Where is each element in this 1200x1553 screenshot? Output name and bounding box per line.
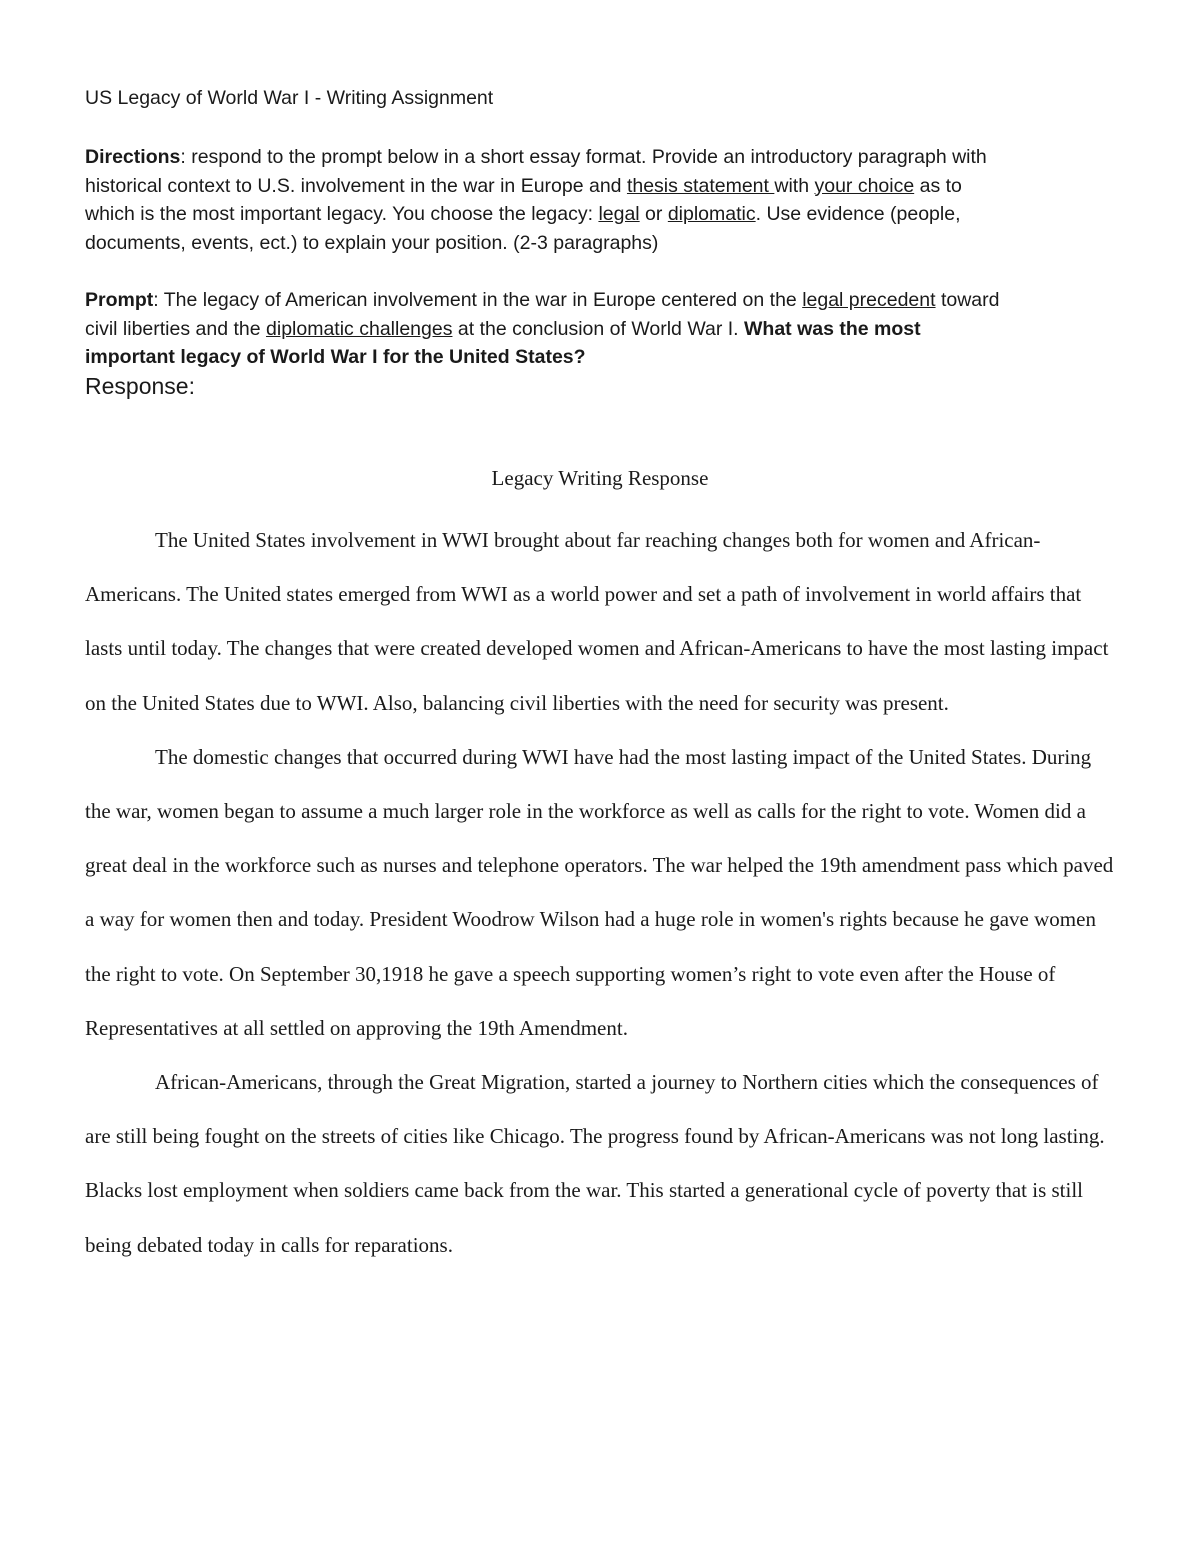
legal-precedent-underline: legal precedent	[802, 289, 936, 311]
directions-section	[85, 143, 1125, 257]
prompt-line-1: Prompt: The legacy of American involvement in the war in Europe centered on the legal precedent toward	[85, 289, 1000, 311]
prompt-label: Prompt	[85, 289, 154, 311]
diplomatic-underline: diplomatic	[667, 203, 756, 225]
essay-body	[85, 513, 1120, 1272]
directions-line-3: which is the most important legacy. You choose the legacy: legal or diplomatic. Use evidence (people,	[85, 203, 961, 225]
thesis-statement-underline: thesis statement	[626, 174, 775, 197]
prompt-question-part-2: important legacy of World War I for the United States?	[85, 346, 586, 368]
directions-line-1: Directions: respond to the prompt below in a short essay format. Provide an introductory paragraph with	[85, 146, 987, 168]
essay-paragraph-3: African-Americans, through the Great Migration, started a journey to Northern cities which the consequences of are still being fought on the streets of cities like Chicago. The progress found by African-Americans was not long lasting. Blacks lost employment when soldiers came back from the war. This started a generational cycle of poverty that is still being debated today in calls for reparations.	[85, 1070, 1105, 1257]
legal-underline: legal	[598, 203, 640, 225]
response-title: Legacy Writing Response	[491, 466, 709, 490]
response-label: Response:	[85, 373, 195, 399]
assignment-title: US Legacy of World War I - Writing Assignment	[85, 87, 494, 109]
directions-line-4: documents, events, ect.) to explain your position. (2-3 paragraphs)	[85, 231, 659, 254]
prompt-line-3	[85, 343, 1125, 372]
prompt-section	[85, 286, 1125, 372]
essay-paragraph-1: The United States involvement in WWI brought about far reaching changes both for women and African-Americans. The United states emerged from WWI as a world power and set a path of involvement in world affairs that lasts until today. The changes that were created developed women and African-Americans to have the most lasting impact on the United States due to WWI. Also, balancing civil liberties with the need for security was present.	[85, 528, 1109, 715]
directions-label: Directions	[85, 146, 181, 168]
essay-paragraph-2: The domestic changes that occurred during WWI have had the most lasting impact of the United States. During the war, women began to assume a much larger role in the workforce as well as calls for the right to vote. Women did a great deal in the workforce such as nurses and telephone operators. The war helped the 19th amendment pass which paved a way for women then and today. President Woodrow Wilson had a huge role in women's rights because he gave women the right to vote. On September 30,1918 he gave a speech supporting women’s right to vote even after the House of Representatives at all settled on approving the 19th Amendment.	[85, 744, 1114, 1040]
prompt-question-part-1: What was the most	[744, 317, 921, 340]
your-choice-underline: your choice	[814, 174, 915, 197]
prompt-line-2: civil liberties and the diplomatic challenges at the conclusion of World War I. What was the most	[85, 317, 921, 340]
directions-line-2: historical context to U.S. involvement in the war in Europe and thesis statement with your choice as to	[85, 174, 962, 197]
diplomatic-challenges-underline: diplomatic challenges	[266, 317, 453, 340]
